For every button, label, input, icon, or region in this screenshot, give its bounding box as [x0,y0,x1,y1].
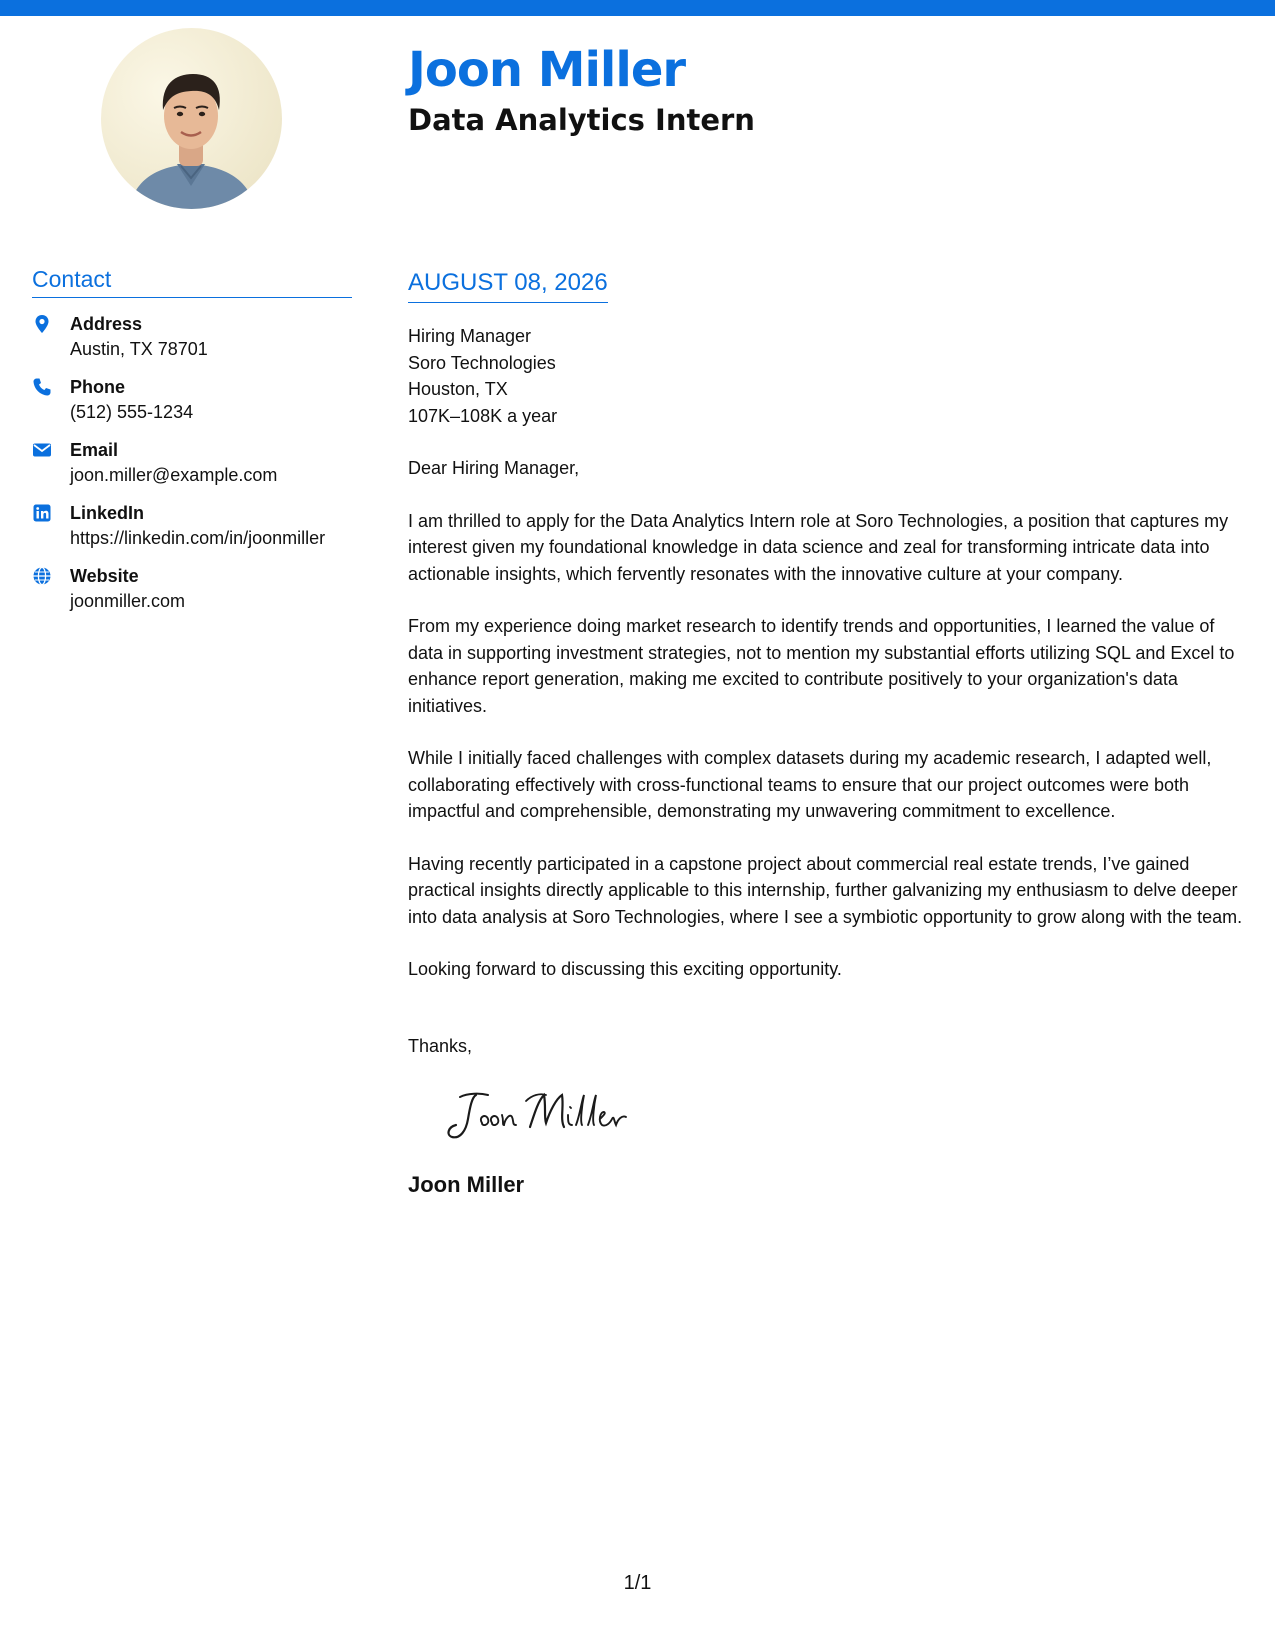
job-title: Data Analytics Intern [408,103,755,137]
address-value: Austin, TX 78701 [70,339,208,359]
globe-icon [32,566,52,586]
phone-icon [32,377,52,397]
contact-item-address [32,312,352,362]
closing: Thanks, [408,1035,473,1056]
email-icon [32,440,52,460]
contact-heading: Contact [32,266,352,298]
letter-paragraph: Having recently participated in a capstone project about commercial real estate trends, I’ve gained practical insights directly applicable to this internship, further galvanizing my enthusiasm to delve deeper into data analysis at Soro Technologies, where I see a symbiotic opportunity to grow along with the team. [408,853,1243,927]
contact-label: Email [70,440,119,460]
letter-body [408,269,1250,1198]
contact-label: Website [70,566,139,586]
letter-paragraph: I am thrilled to apply for the Data Analytics Intern role at Soro Technologies, a position that captures my interest given my foundational knowledge in data science and zeal for transforming intricate data into actionable insights, which fervently resonates with the innovative culture at your company. [408,510,1229,584]
contact-label: LinkedIn [70,503,145,523]
website-link[interactable]: joonmiller.com [70,591,186,611]
linkedin-link[interactable]: https://linkedin.com/in/joonmiller [70,528,326,548]
handwritten-signature [442,1085,642,1149]
recipient-line: 107K–108K a year [408,405,558,426]
letter-paragraph: While I initially faced challenges with complex datasets during my academic research, I adapted well, collaborating effectively with cross-functional teams to ensure that our project outcomes were both impactful and comprehensible, demonstrating my unwavering commitment to excellence. [408,748,1212,821]
profile-photo [101,28,282,209]
top-accent-bar [0,0,1275,16]
letter-date: AUGUST 08, 2026 [408,269,608,303]
contact-item-email [32,438,352,488]
recipient-line: Soro Technologies [408,352,556,373]
contact-item-linkedin [32,501,352,551]
recipient-line: Hiring Manager [408,326,532,346]
contact-label: Phone [70,377,126,397]
contact-label: Address [70,314,143,334]
recipient-block [408,323,1250,429]
signer-name: Joon Miller [408,1172,525,1197]
phone-value: (512) 555-1234 [70,402,194,422]
page-number: 1/1 [623,1572,652,1594]
contact-item-phone [32,375,352,425]
location-pin-icon [32,314,52,334]
email-link[interactable]: joon.miller@example.com [70,465,278,485]
avatar-photo [101,28,282,209]
contact-item-website [32,564,352,614]
linkedin-icon [32,503,52,523]
letter-paragraph: Looking forward to discussing this exciting opportunity. [408,959,842,979]
letter-paragraph: From my experience doing market research to identify trends and opportunities, I learned the value of data in supporting investment strategies, not to mention my substantial efforts utilizing SQL and Excel to enhance report generation, making me excited to contribute positively to your organization's data initiatives. [408,616,1235,716]
contact-sidebar [32,266,352,627]
greeting: Dear Hiring Manager, [408,458,580,478]
recipient-line: Houston, TX [408,379,508,399]
applicant-name: Joon Miller [408,42,686,98]
